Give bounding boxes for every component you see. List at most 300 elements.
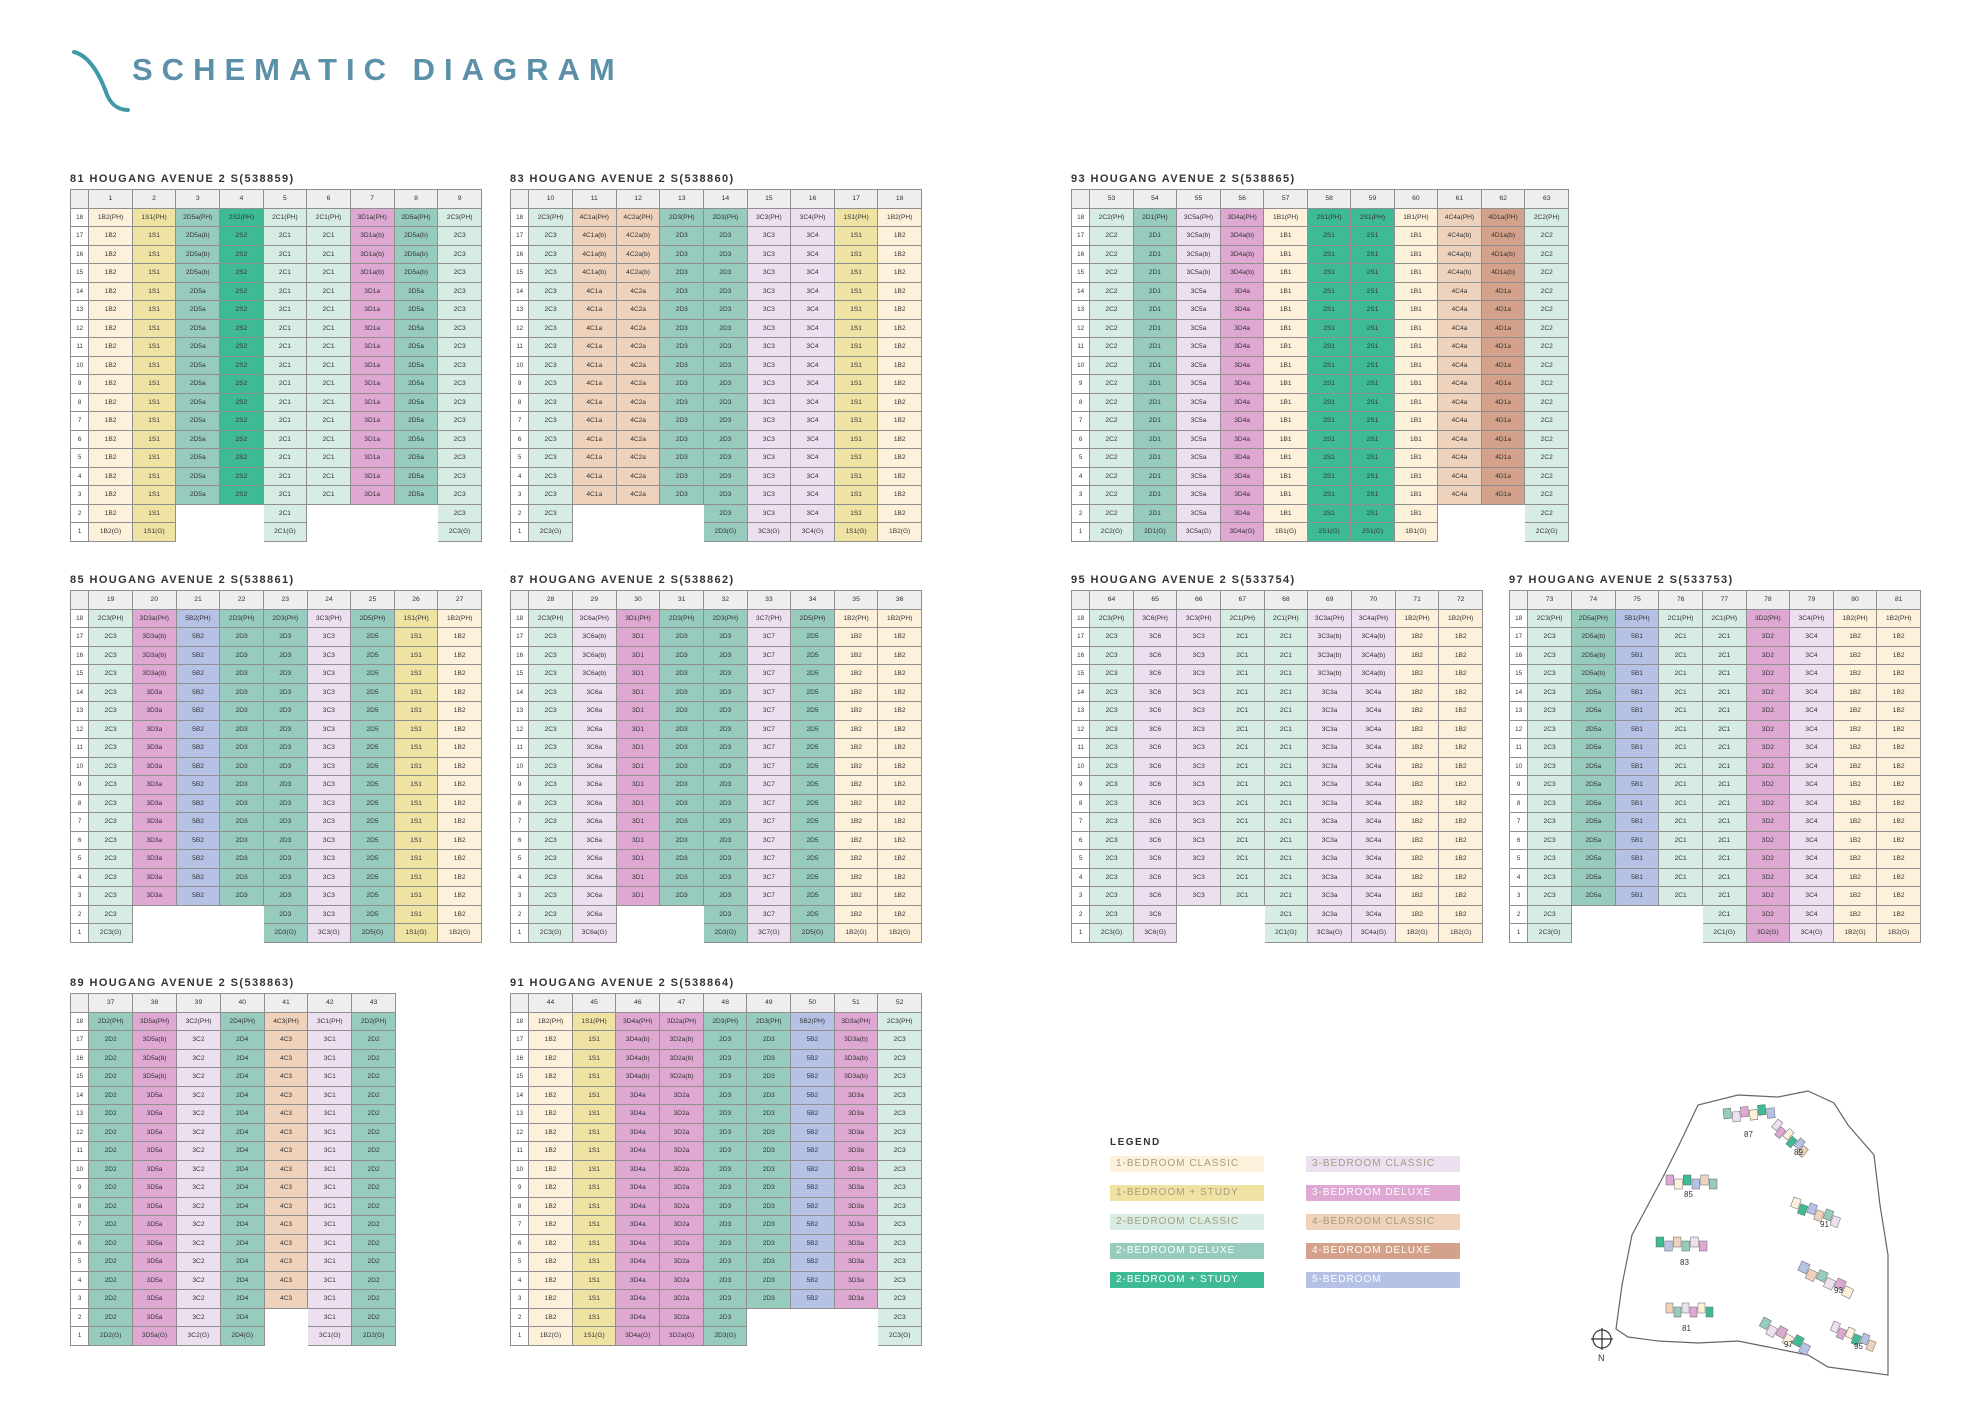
stack-number: 64	[1090, 591, 1134, 610]
floor-row	[511, 1234, 922, 1253]
unit-cell: 1B2	[89, 301, 133, 320]
block-title: 97 HOUGANG AVENUE 2 S(533753)	[1509, 574, 1734, 586]
unit-cell: 3D3a	[132, 702, 176, 721]
unit-cell: 3D4a	[616, 1308, 660, 1327]
unit-cell: 2C3	[1090, 794, 1134, 813]
floor-number: 7	[1510, 813, 1528, 832]
unit-cell: 2D1(G)	[1133, 523, 1176, 542]
floor-row	[511, 794, 922, 813]
unit-cell: 3C3(G)	[307, 924, 351, 943]
unit-cell: 4C1a	[572, 467, 616, 486]
unit-cell: 2C1	[1264, 628, 1308, 647]
floor-row	[511, 924, 922, 943]
unit-cell: 2D3	[747, 1105, 791, 1124]
unit-cell: 1S1	[834, 412, 878, 431]
unit-cell: 2C3	[529, 319, 573, 338]
unit-cell: 2C1	[307, 245, 351, 264]
unit-cell: 1B1	[1264, 356, 1307, 375]
unit-cell: 2D5a	[1571, 776, 1615, 795]
unit-cell: 1S1	[572, 1271, 616, 1290]
unit-cell: 3D4a	[616, 1216, 660, 1235]
unit-cell: 3C3	[307, 794, 351, 813]
floor-row	[511, 628, 922, 647]
stack-number: 65	[1133, 591, 1177, 610]
unit-cell: 5B2	[791, 1253, 835, 1272]
floor-row	[511, 1012, 922, 1031]
unit-cell: 3C3	[747, 504, 791, 523]
unit-cell: 1B2	[529, 1290, 573, 1309]
unit-cell: 2C3	[878, 1234, 922, 1253]
unit-cell: 2D5a	[1571, 813, 1615, 832]
unit-cell: 2C3(PH)	[89, 609, 133, 628]
unit-cell: 1B2	[878, 486, 922, 505]
unit-cell: 2C3	[529, 264, 573, 283]
unit-cell: 3C7	[747, 776, 791, 795]
floor-row	[1072, 850, 1483, 869]
unit-cell: 3C6	[1133, 683, 1177, 702]
unit-cell: 2D1	[1133, 449, 1176, 468]
unit-cell: 5B2	[176, 646, 220, 665]
unit-cell: 2D2	[352, 1216, 396, 1235]
unit-cell: 3C3(PH)	[307, 609, 351, 628]
unit-cell: 3C6a	[572, 794, 616, 813]
unit-cell: 3C4a(G)	[1351, 924, 1395, 943]
unit-cell: 2C1(PH)	[1659, 609, 1703, 628]
unit-cell: 4C4a	[1438, 282, 1482, 301]
unit-cell: 2D3	[220, 683, 264, 702]
unit-cell: 2D2	[89, 1290, 133, 1309]
floor-number: 4	[1510, 868, 1528, 887]
unit-cell: 3D1a	[350, 393, 394, 412]
unit-cell: 2D1(PH)	[1133, 208, 1176, 227]
unit-cell: 3D4a	[1220, 375, 1264, 394]
unit-cell: 2D3	[703, 905, 747, 924]
floor-row	[511, 1068, 922, 1087]
unit-cell: 2C3	[438, 504, 482, 523]
unit-cell: 2C2	[1090, 319, 1133, 338]
floor-number: 12	[71, 720, 89, 739]
unit-cell: 4D1a	[1481, 393, 1525, 412]
unit-cell: 4D1a(b)	[1481, 264, 1525, 283]
unit-cell: 3C3a	[1308, 739, 1352, 758]
unit-cell: 3D1	[616, 720, 660, 739]
unit-cell: 3D5a	[133, 1123, 177, 1142]
floor-number: 2	[511, 905, 529, 924]
unit-cell: 1B2	[89, 338, 133, 357]
unit-cell: 1S1	[394, 813, 438, 832]
unit-cell: 1B1	[1394, 301, 1437, 320]
unit-cell: 2C3	[529, 850, 573, 869]
unit-cell: 2D1	[1133, 245, 1176, 264]
floor-row	[511, 449, 922, 468]
unit-cell: 2C3	[529, 227, 573, 246]
floor-number: 6	[1510, 831, 1528, 850]
unit-cell: 1S1	[394, 757, 438, 776]
stack-number: 59	[1351, 190, 1394, 209]
unit-cell: 2D2	[352, 1253, 396, 1272]
unit-cell: 4C1a	[572, 375, 616, 394]
unit-cell: 1S1	[572, 1105, 616, 1124]
floor-number: 7	[511, 1216, 529, 1235]
unit-cell: 4C4a	[1438, 375, 1482, 394]
unit-cell: 3D4a	[1220, 412, 1264, 431]
unit-cell: 2D4	[220, 1308, 264, 1327]
unit-cell: 2C1	[1659, 720, 1703, 739]
unit-cell: 2C2	[1090, 264, 1133, 283]
unit-cell: 2C1	[1221, 831, 1265, 850]
unit-cell: 1B2	[438, 813, 482, 832]
floor-number: 4	[511, 467, 529, 486]
unit-cell: 2S1	[1307, 467, 1350, 486]
unit-cell: 2D3	[703, 1086, 747, 1105]
floor-row	[511, 393, 922, 412]
unit-cell: 1B2	[1833, 757, 1877, 776]
unit-cell: 2C1	[1264, 683, 1308, 702]
legend-item-2bc: 2-BEDROOM CLASSIC	[1110, 1214, 1264, 1230]
unit-cell: 1B2	[878, 356, 922, 375]
unit-cell: 3C6	[1133, 813, 1177, 832]
floor-row	[71, 430, 482, 449]
unit-cell: 2D3	[660, 776, 704, 795]
unit-cell: 3C4	[791, 338, 835, 357]
unit-cell: 3C4	[1790, 720, 1834, 739]
unit-cell: 1S1	[132, 338, 176, 357]
unit-cell: 1B2	[834, 794, 878, 813]
unit-cell: 3C5a(PH)	[1177, 208, 1221, 227]
unit-cell: 2C3	[1090, 850, 1134, 869]
unit-cell: 2D3	[220, 850, 264, 869]
floor-row	[511, 757, 922, 776]
svg-text:N: N	[1598, 1353, 1605, 1363]
unit-cell: 1B2	[1877, 887, 1921, 906]
legend-item-2bs: 2-BEDROOM + STUDY	[1110, 1272, 1264, 1288]
unit-cell: 3D5a(b)	[133, 1031, 177, 1050]
unit-cell: 4C1a	[572, 319, 616, 338]
stack-number: 2	[132, 190, 176, 209]
unit-cell: 1B1	[1394, 449, 1437, 468]
unit-cell: 2D4(G)	[220, 1327, 264, 1346]
unit-cell: 3D3a	[132, 831, 176, 850]
unit-cell: 1B2(PH)	[529, 1012, 573, 1031]
floor-row	[71, 486, 482, 505]
floor-row	[1072, 356, 1569, 375]
unit-cell: 2D3	[660, 831, 704, 850]
unit-cell: 1B2	[89, 319, 133, 338]
unit-cell: 2D5	[351, 905, 395, 924]
unit-cell: 3D3a	[834, 1105, 878, 1124]
unit-cell: 2C1	[307, 412, 351, 431]
floor-number: 11	[511, 739, 529, 758]
unit-cell: 2S1	[1307, 504, 1350, 523]
floor-number: 13	[511, 702, 529, 721]
unit-cell: 2C3(PH)	[1528, 609, 1572, 628]
unit-cell: 2D3	[704, 301, 748, 320]
unit-cell: 2S1	[1351, 375, 1394, 394]
unit-cell: 4C3	[264, 1179, 308, 1198]
floor-row	[71, 1123, 396, 1142]
unit-cell: 3C3	[307, 720, 351, 739]
floor-row	[1072, 375, 1569, 394]
unit-cell: 2D2	[352, 1234, 396, 1253]
unit-cell: 2C3	[529, 356, 573, 375]
unit-cell: 3C4	[791, 264, 835, 283]
unit-cell: 1B2	[878, 683, 922, 702]
unit-cell: 1B2	[878, 794, 922, 813]
unit-cell: 2C3	[1090, 739, 1134, 758]
unit-cell: 2S1	[1307, 301, 1350, 320]
unit-cell: 3D1a	[350, 486, 394, 505]
floor-number: 10	[511, 1160, 529, 1179]
unit-cell: 2S2	[220, 301, 264, 320]
floor-number: 17	[71, 628, 89, 647]
floor-row	[71, 282, 482, 301]
unit-cell: 1S1	[834, 467, 878, 486]
unit-cell: 1S1	[132, 504, 176, 523]
stack-number: 8	[394, 190, 438, 209]
unit-cell: 1B2	[878, 665, 922, 684]
unit-cell: 4C2a	[616, 375, 660, 394]
unit-cell: 3D4a	[616, 1271, 660, 1290]
unit-cell: 2C3	[89, 776, 133, 795]
unit-cell: 3D4a	[1220, 486, 1264, 505]
unit-cell: 2C3	[878, 1290, 922, 1309]
floor-number: 2	[71, 1308, 89, 1327]
unit-cell: 2C1	[1264, 831, 1308, 850]
unit-cell: 5B1	[1615, 831, 1659, 850]
unit-cell: 3D1	[616, 628, 660, 647]
unit-cell: 2D5	[351, 628, 395, 647]
unit-cell: 3C6	[1133, 665, 1177, 684]
unit-cell: 2D1	[1133, 356, 1176, 375]
floor-row	[1072, 412, 1569, 431]
floor-row	[71, 813, 482, 832]
unit-cell: 2C1	[1659, 776, 1703, 795]
floor-number: 15	[511, 1068, 529, 1087]
unit-cell: 3C5a(b)	[1177, 245, 1221, 264]
unit-cell: 1B2	[1395, 887, 1439, 906]
floor-row	[1072, 887, 1483, 906]
unit-cell: 4C1a	[572, 430, 616, 449]
unit-cell: 4C2a	[616, 356, 660, 375]
unit-cell: 2C3(G)	[529, 924, 573, 943]
floor-row	[71, 1160, 396, 1179]
unit-cell: 3D5a	[133, 1308, 177, 1327]
floor-number: 9	[71, 375, 89, 394]
floor-number: 17	[71, 1031, 89, 1050]
floor-number: 13	[71, 1105, 89, 1124]
unit-cell: 1B2	[878, 813, 922, 832]
unit-cell: 2C3	[529, 375, 573, 394]
unit-cell: 3C4a(b)	[1351, 665, 1395, 684]
unit-cell: 1B2	[438, 720, 482, 739]
unit-cell: 2C3	[438, 486, 482, 505]
floor-number: 7	[511, 412, 529, 431]
unit-cell: 3D4a	[1220, 356, 1264, 375]
unit-cell: 2D3	[220, 739, 264, 758]
unit-cell: 2C3	[1090, 757, 1134, 776]
stack-number: 10	[529, 190, 573, 209]
unit-cell: 2C1	[1659, 868, 1703, 887]
unit-cell: 2D5	[351, 813, 395, 832]
unit-cell: 1B2	[834, 776, 878, 795]
floor-row	[1510, 720, 1921, 739]
unit-cell: 3C7	[747, 868, 791, 887]
unit-cell: 1B2	[1877, 794, 1921, 813]
unit-cell: 3D1	[616, 702, 660, 721]
unit-cell: 2C3	[878, 1105, 922, 1124]
unit-cell: 2D3	[660, 813, 704, 832]
unit-cell: 1B1	[1394, 430, 1437, 449]
unit-cell: 2D4	[220, 1068, 264, 1087]
unit-cell: 2D2	[89, 1179, 133, 1198]
unit-cell: 2D5a	[394, 467, 438, 486]
unit-cell: 3D3a	[834, 1179, 878, 1198]
unit-cell: 1B1	[1264, 338, 1307, 357]
floor-number: 16	[1072, 245, 1090, 264]
unit-cell: 1B2(PH)	[1395, 609, 1439, 628]
unit-cell: 2D5a	[394, 412, 438, 431]
unit-cell: 2D1	[1133, 264, 1176, 283]
floor-row	[1072, 523, 1569, 542]
unit-cell: 2D3	[660, 850, 704, 869]
unit-cell: 1B2	[878, 245, 922, 264]
unit-cell: 2D3(PH)	[703, 1012, 747, 1031]
floor-row	[511, 245, 922, 264]
floor-number: 1	[1510, 924, 1528, 943]
site-block-label: 89	[1794, 1148, 1803, 1157]
floor-number: 17	[1072, 227, 1090, 246]
floor-row	[511, 646, 922, 665]
unit-cell: 3D3a	[132, 794, 176, 813]
unit-cell: 2C3	[438, 393, 482, 412]
unit-cell: 1B2	[529, 1123, 573, 1142]
unit-cell: 2D3	[660, 449, 704, 468]
block-title: 81 HOUGANG AVENUE 2 S(538859)	[70, 173, 295, 185]
unit-cell: 3D1	[616, 646, 660, 665]
stack-number: 6	[307, 190, 351, 209]
unit-cell: 2D3	[747, 1290, 791, 1309]
table-corner	[71, 994, 89, 1013]
unit-cell: 2D3	[263, 628, 307, 647]
unit-cell: 2C3	[878, 1142, 922, 1161]
unit-cell: 2C3(G)	[878, 1327, 922, 1346]
unit-cell	[176, 504, 220, 523]
unit-cell: 1B2	[878, 393, 922, 412]
unit-cell: 1B2	[1877, 702, 1921, 721]
floor-row	[511, 375, 922, 394]
unit-cell: 2D3	[220, 868, 264, 887]
unit-schedule-table	[1071, 189, 1569, 542]
unit-cell: 3D3a	[834, 1216, 878, 1235]
unit-cell: 2D3	[704, 282, 748, 301]
unit-cell: 1S1	[572, 1049, 616, 1068]
unit-schedule-table	[1509, 590, 1921, 943]
unit-cell: 3D1a	[350, 467, 394, 486]
floor-row	[71, 609, 482, 628]
unit-cell: 2C2	[1525, 282, 1569, 301]
unit-cell: 2S2	[220, 319, 264, 338]
unit-cell: 2D3	[747, 1234, 791, 1253]
floor-number: 18	[511, 609, 529, 628]
floor-row	[511, 356, 922, 375]
unit-cell: 2C1	[1659, 683, 1703, 702]
stack-number: 52	[878, 994, 922, 1013]
unit-cell: 2S1	[1351, 319, 1394, 338]
floor-number: 3	[71, 887, 89, 906]
unit-cell: 3D2a	[660, 1234, 704, 1253]
unit-cell: 2D2	[352, 1086, 396, 1105]
unit-cell: 2D3	[660, 412, 704, 431]
unit-cell: 1B2	[878, 720, 922, 739]
unit-cell: 3C3a	[1308, 905, 1352, 924]
unit-cell: 2C1	[1264, 905, 1308, 924]
unit-cell: 1B2	[438, 683, 482, 702]
unit-cell: 2D3	[660, 628, 704, 647]
unit-cell: 1B2	[529, 1068, 573, 1087]
unit-cell: 2C3	[89, 665, 133, 684]
unit-cell: 3C3	[1177, 739, 1221, 758]
floor-number: 10	[71, 1160, 89, 1179]
unit-cell	[1481, 504, 1525, 523]
unit-cell	[307, 504, 351, 523]
unit-cell: 3C2	[177, 1253, 221, 1272]
unit-cell: 1B2	[529, 1234, 573, 1253]
unit-cell: 1B2	[878, 430, 922, 449]
unit-cell: 3C3	[747, 282, 791, 301]
stack-number: 57	[1264, 190, 1307, 209]
unit-cell: 1B1	[1264, 264, 1307, 283]
unit-cell: 4C3	[264, 1049, 308, 1068]
floor-row	[511, 412, 922, 431]
unit-cell: 2D4	[220, 1142, 264, 1161]
unit-cell: 3C3	[747, 467, 791, 486]
floor-row	[1510, 813, 1921, 832]
stack-number: 77	[1702, 591, 1746, 610]
unit-cell: 3C7(PH)	[747, 609, 791, 628]
unit-cell: 3D4a(b)	[1220, 245, 1264, 264]
floor-row	[1510, 757, 1921, 776]
unit-cell: 2C3	[438, 282, 482, 301]
unit-cell: 3D3a	[834, 1142, 878, 1161]
unit-cell: 2C1	[1221, 887, 1265, 906]
floor-row	[71, 924, 482, 943]
unit-cell: 1B2	[878, 905, 922, 924]
unit-cell: 2D3	[263, 720, 307, 739]
unit-cell: 2D5(G)	[351, 924, 395, 943]
unit-cell: 3D4a	[616, 1253, 660, 1272]
floor-row	[511, 208, 922, 227]
unit-cell: 2C3	[1528, 646, 1572, 665]
unit-cell: 1S1	[394, 702, 438, 721]
unit-cell: 3C4	[791, 504, 835, 523]
unit-cell: 2C3	[529, 868, 573, 887]
unit-cell: 5B2(PH)	[176, 609, 220, 628]
unit-cell: 1B2(G)	[1833, 924, 1877, 943]
unit-cell: 3C3	[307, 868, 351, 887]
unit-cell: 3C2	[177, 1142, 221, 1161]
unit-cell: 1S1	[132, 264, 176, 283]
unit-cell: 3C5a	[1177, 319, 1221, 338]
unit-cell: 2D3	[704, 338, 748, 357]
unit-cell: 2C3	[878, 1086, 922, 1105]
unit-cell: 3D2a	[660, 1160, 704, 1179]
unit-cell: 2C2(PH)	[1525, 208, 1569, 227]
unit-cell: 2D3	[263, 868, 307, 887]
unit-cell: 1B2	[878, 702, 922, 721]
floor-number: 16	[1072, 646, 1090, 665]
unit-cell: 2D4	[220, 1271, 264, 1290]
floor-row	[71, 1308, 396, 1327]
